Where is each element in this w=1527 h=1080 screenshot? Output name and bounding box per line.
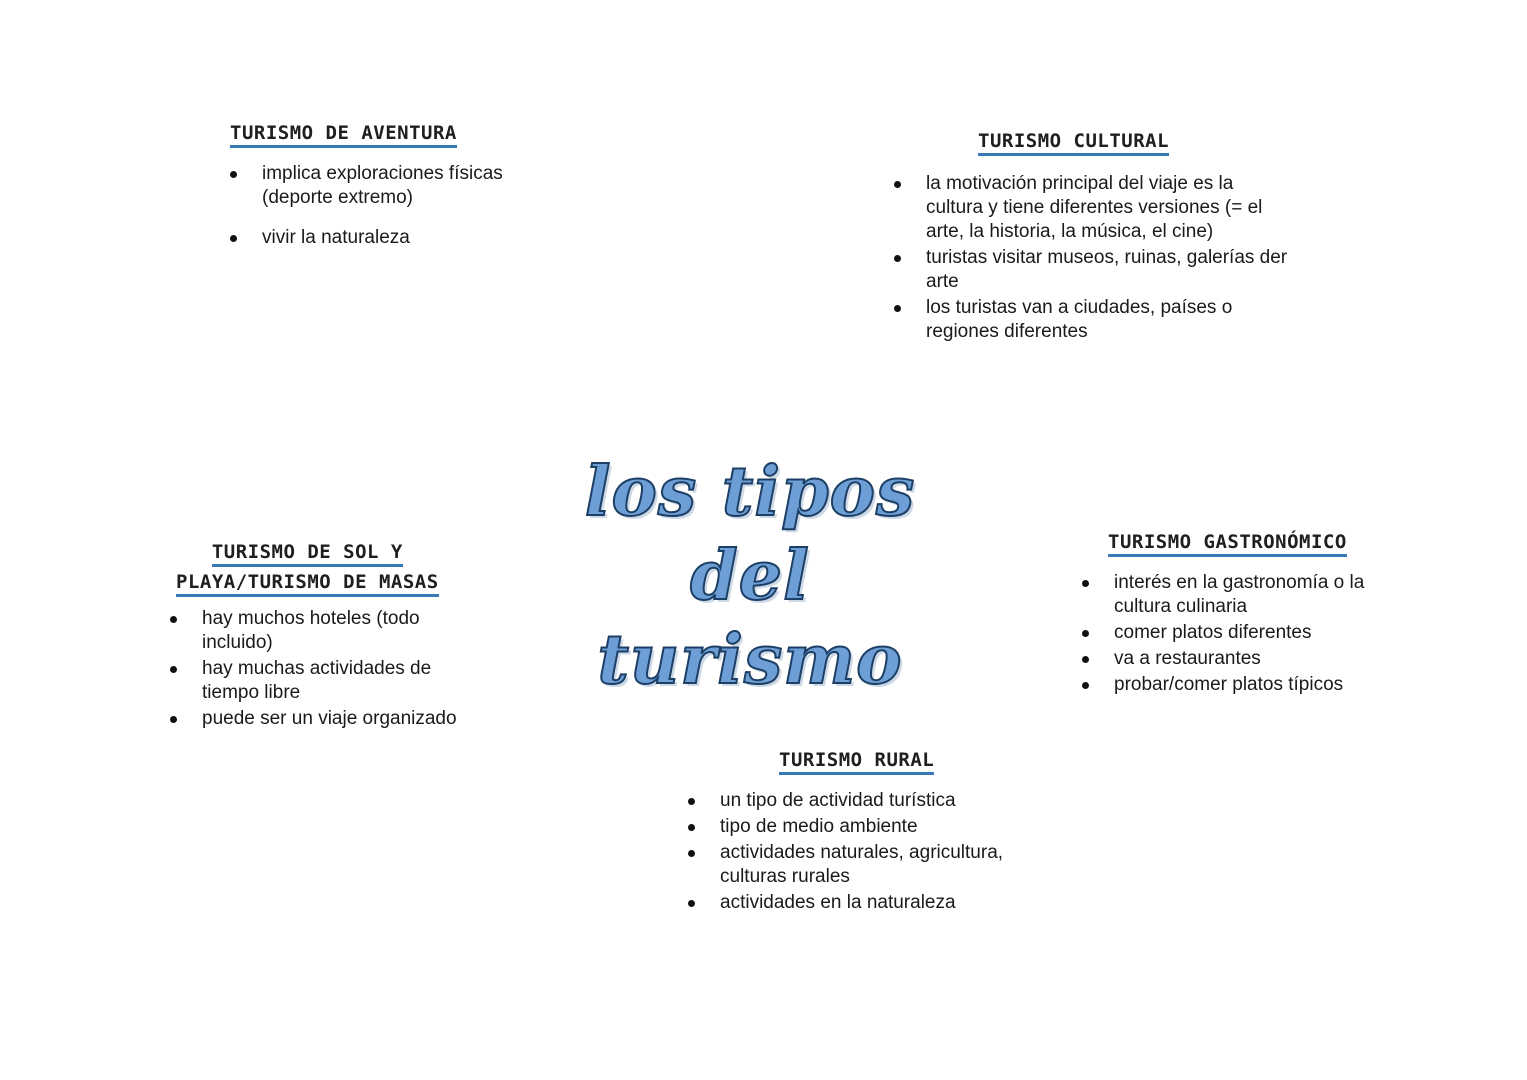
heading-text: TURISMO RURAL: [779, 749, 934, 775]
bullet-list: [168, 607, 478, 731]
list-item: hay muchos hoteles (todo incluido): [168, 607, 478, 655]
heading-line-2: [176, 567, 439, 597]
page-title: [520, 450, 980, 702]
section-turismo-cultural: [892, 126, 1292, 346]
list-item: puede ser un viaje organizado: [168, 707, 478, 731]
list-item: un tipo de actividad turística: [686, 789, 1046, 813]
list-item: actividades en la naturaleza: [686, 891, 1046, 915]
list-item: interés en la gastronomía o la cultura culinaria: [1080, 571, 1400, 619]
list-item: comer platos diferentes: [1080, 621, 1400, 645]
heading-text: TURISMO GASTRONÓMICO: [1108, 531, 1347, 557]
bullet-list: [228, 162, 528, 250]
list-item: tipo de medio ambiente: [686, 815, 1046, 839]
section-turismo-sol-playa: [168, 537, 478, 733]
list-item: probar/comer platos típicos: [1080, 673, 1400, 697]
section-heading: [230, 118, 528, 148]
title-line-1: los tipos del: [584, 452, 916, 616]
section-turismo-gastronomico: [1080, 527, 1400, 699]
heading-text: TURISMO CULTURAL: [978, 130, 1169, 156]
list-item: los turistas van a ciudades, países o regiones diferentes: [892, 296, 1292, 344]
list-item: va a restaurantes: [1080, 647, 1400, 671]
bullet-list: [1080, 571, 1400, 697]
section-heading: [176, 537, 439, 597]
section-turismo-rural: [686, 745, 1046, 917]
heading-text: PLAYA/TURISMO DE MASAS: [176, 571, 439, 597]
bullet-list: [686, 789, 1046, 915]
bullet-list: [892, 172, 1292, 344]
section-heading: [978, 126, 1292, 156]
list-item: turistas visitar museos, ruinas, galerías der arte: [892, 246, 1292, 294]
heading-text: TURISMO DE SOL Y: [212, 541, 403, 567]
list-item: actividades naturales, agricultura, culturas rurales: [686, 841, 1046, 889]
list-item: hay muchas actividades de tiempo libre: [168, 657, 478, 705]
list-item: vivir la naturaleza: [228, 226, 528, 250]
list-item: la motivación principal del viaje es la cultura y tiene diferentes versiones (= el arte, la historia, la música, el cine): [892, 172, 1292, 244]
section-heading: [1108, 527, 1400, 557]
title-line-2: turismo: [597, 620, 903, 700]
heading-text: TURISMO DE AVENTURA: [230, 122, 457, 148]
section-heading: [779, 745, 1046, 775]
heading-line-1: [176, 537, 439, 567]
section-turismo-aventura: [228, 118, 528, 266]
list-item: implica exploraciones físicas (deporte extremo): [228, 162, 528, 210]
